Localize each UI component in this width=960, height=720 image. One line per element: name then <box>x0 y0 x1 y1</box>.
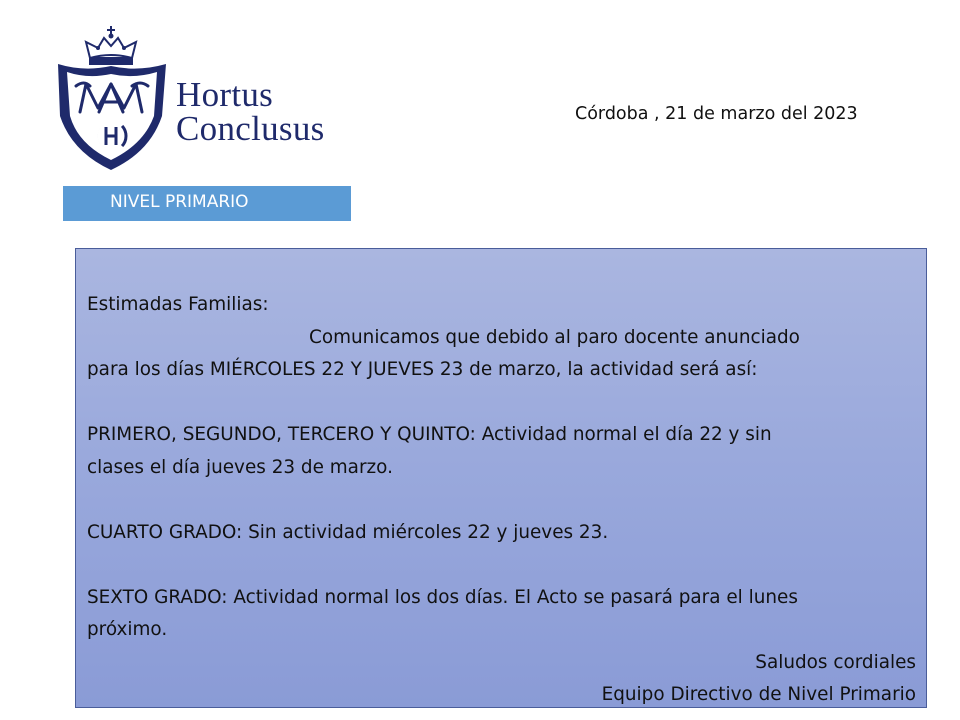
level-banner <box>63 186 351 221</box>
brand-name <box>176 75 325 148</box>
paragraph-gap <box>87 549 916 582</box>
notice-group1-line1: PRIMERO, SEGUNDO, TERCERO Y QUINTO: Actividad normal el día 22 y sin <box>87 424 772 445</box>
notice-group1-line2: clases el día jueves 23 de marzo. <box>87 456 393 478</box>
notice-signature: Equipo Directivo de Nivel Primario <box>601 684 916 705</box>
school-crest-logo <box>54 24 172 174</box>
crest-icon <box>54 24 172 174</box>
paragraph-gap <box>87 484 916 517</box>
notice-group2: CUARTO GRADO: Sin actividad miércoles 22 y jueves 23. <box>87 521 609 543</box>
level-banner-label: NIVEL PRIMARIO <box>110 192 249 212</box>
brand-name-line1: Hortus <box>176 75 274 114</box>
notice-box <box>75 248 927 708</box>
paragraph-gap <box>87 387 916 420</box>
notice-intro-line2: para los días MIÉRCOLES 22 Y JUEVES 23 de marzo, la actividad será así: <box>87 359 758 380</box>
letter-date: Córdoba , 21 de marzo del 2023 <box>575 104 858 124</box>
brand-name-line2: Conclusus <box>176 109 325 148</box>
notice-group3-line2: próximo. <box>87 619 168 640</box>
notice-intro-line1: Comunicamos que debido al paro docente anunciado <box>309 326 800 348</box>
notice-greeting: Estimadas Familias: <box>87 294 269 315</box>
notice-group3-line1: SEXTO GRADO: Actividad normal los dos días. El Acto se pasará para el lunes <box>87 586 798 608</box>
notice-closing: Saludos cordiales <box>755 651 916 673</box>
